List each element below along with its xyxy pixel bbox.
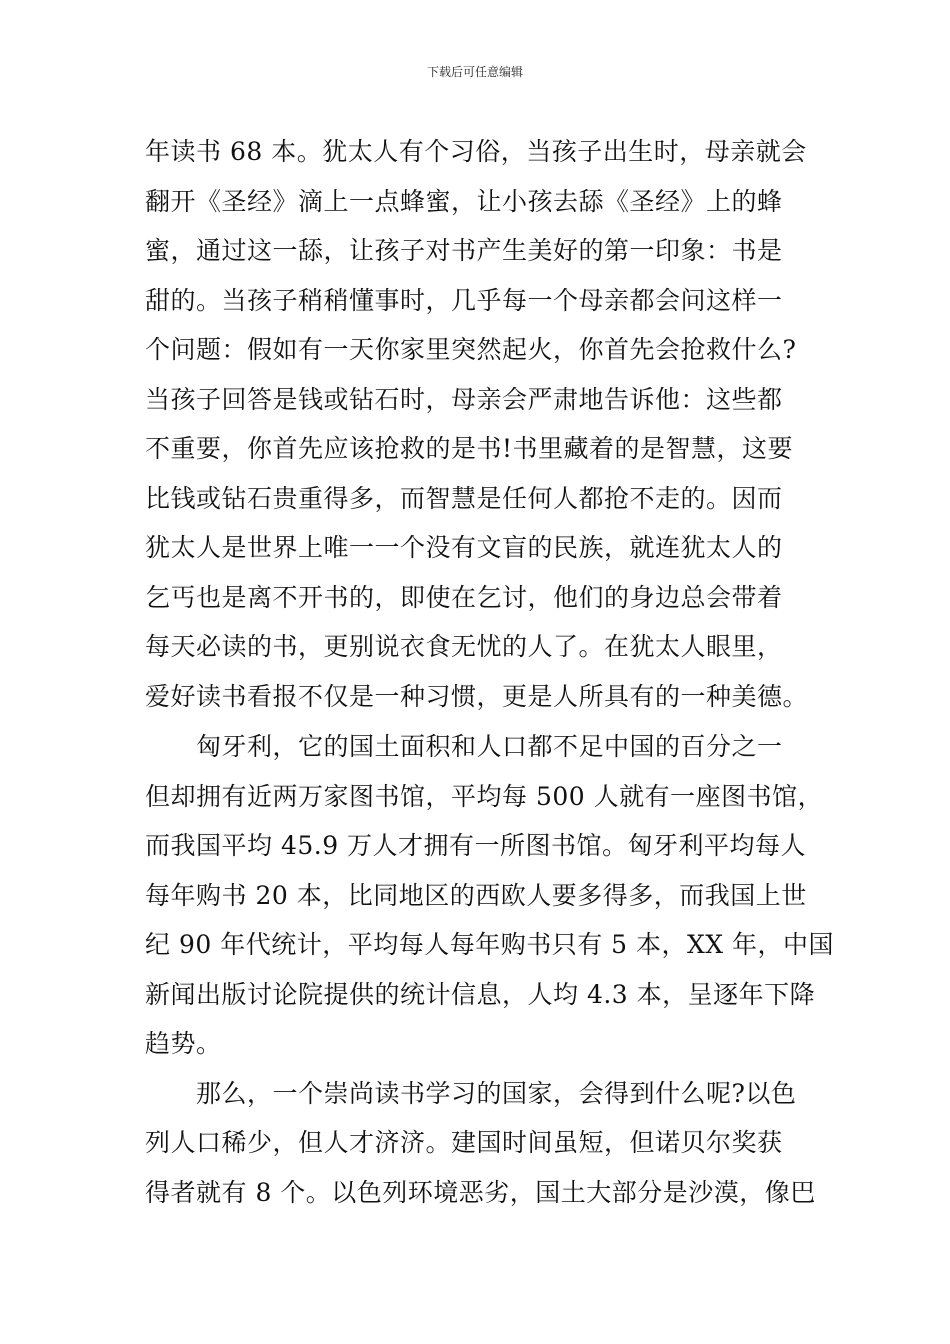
text-line: 但却拥有近两万家图书馆，平均每 500 人就有一座图书馆， [145,782,824,811]
page-header: 下载后可任意编辑 [426,65,523,79]
text-line: 爱好读书看报不仅是一种习惯，更是人所具有的一种美德。 [145,682,809,711]
text-line: 纪 90 年代统计，平均每人每年购书只有 5 本，XX 年，中国 [145,930,835,959]
text-line: 而我国平均 45.9 万人才拥有一所图书馆。匈牙利平均每人 [145,831,807,860]
text-line: 当孩子回答是钱或钻石时，母亲会严肃地告诉他：这些都 [145,385,783,414]
text-line: 乞丐也是离不开书的，即使在乞讨，他们的身边总会带着 [145,583,783,612]
text-line: 犹太人是世界上唯一一个没有文盲的民族，就连犹太人的 [145,533,783,562]
text-line: 得者就有 8 个。以色列环境恶劣，国土大部分是沙漠，像巴 [145,1178,816,1207]
text-line: 翻开《圣经》滴上一点蜂蜜，让小孩去舔《圣经》上的蜂 [145,187,783,216]
text-line: 比钱或钻石贵重得多，而智慧是任何人都抢不走的。因而 [145,484,783,513]
text-line: 新闻出版讨论院提供的统计信息，人均 4.3 本，呈逐年下降 [145,980,816,1009]
text-line: 个问题：假如有一天你家里突然起火，你首先会抢救什么? [145,335,797,364]
text-line: 每年购书 20 本，比同地区的西欧人要多得多，而我国上世 [145,881,807,910]
text-line: 每天必读的书，更别说衣食无忧的人了。在犹太人眼里， [145,632,783,661]
text-line: 列人口稀少，但人才济济。建国时间虽短，但诺贝尔奖获 [145,1128,783,1157]
text-line: 不重要，你首先应该抢救的是书!书里藏着的是智慧，这要 [145,434,794,463]
text-line: 那么，一个崇尚读书学习的国家，会得到什么呢?以色 [145,1079,797,1108]
text-line: 匈牙利，它的国土面积和人口都不足中国的百分之一 [145,732,783,761]
text-line: 年读书 68 本。犹太人有个习俗，当孩子出生时，母亲就会 [145,137,807,166]
text-line: 趋势。 [145,1029,222,1058]
text-line: 甜的。当孩子稍稍懂事时，几乎每一个母亲都会问这样一 [145,286,783,315]
text-line: 蜜，通过这一舔，让孩子对书产生美好的第一印象：书是 [145,236,783,265]
